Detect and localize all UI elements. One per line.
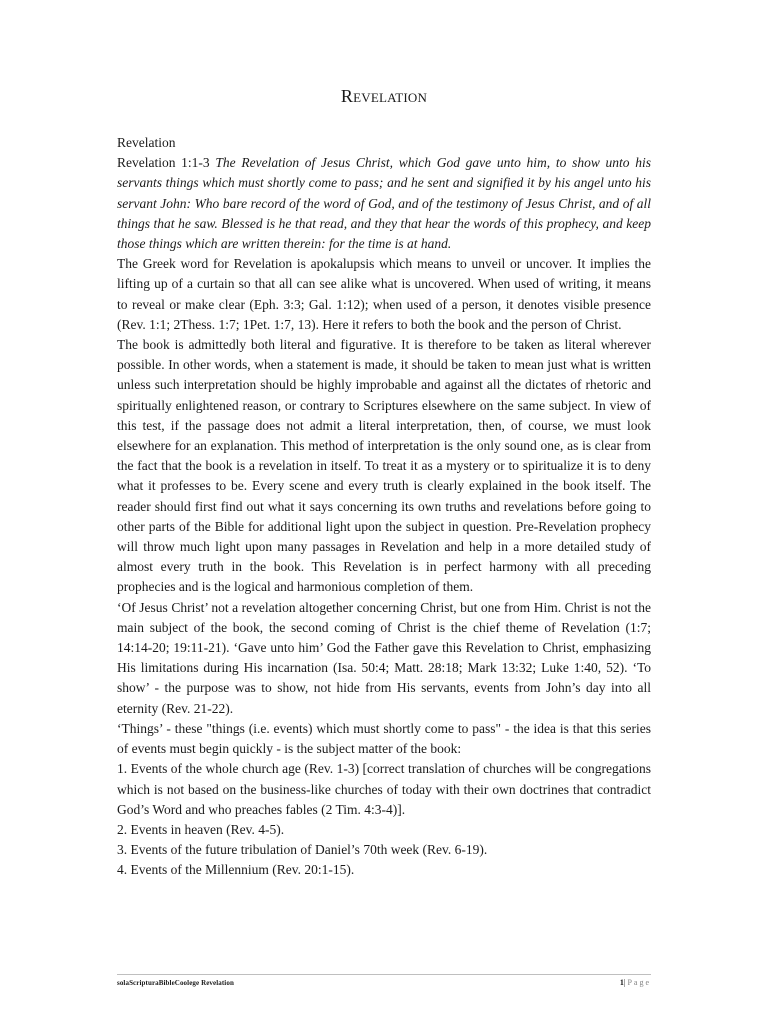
page-footer — [117, 974, 651, 987]
list-item-heaven: 2. Events in heaven (Rev. 4-5). — [117, 821, 285, 837]
list-item-tribulation: 3. Events of the future tribulation of Daniel’s 70th week (Rev. 6-19). — [117, 842, 488, 858]
list-item-millennium: 4. Events of the Millennium (Rev. 20:1-15). — [117, 862, 355, 878]
footer-page-number — [620, 978, 651, 987]
verse-reference: Revelation 1:1-3 — [117, 155, 210, 171]
document-body — [117, 133, 651, 881]
page-number: 1 — [619, 978, 624, 987]
list-item-church-age: 1. Events of the whole church age (Rev. 1-3) [correct translation of churches will be congregations which is not based on the business-like churches of today with their own doctrines that contradict God’s Word and who preaches fables (2 Tim. 4:3-4)]. — [117, 761, 651, 817]
paragraph-greek-word: The Greek word for Revelation is apokalupsis which means to unveil or uncover. It implies the lifting up of a curtain so that all can see alike what is uncovered. When used of writing, it means to reveal or make clear (Eph. 3:3; Gal. 1:12); when used of a person, it denotes visible presence (Rev. 1:1; 2Thess. 1:7; 1Pet. 1:7, 13). Here it refers to both the book and the person of Christ. — [117, 256, 651, 332]
page-separator: | — [623, 978, 626, 987]
paragraph-literal-figurative: The book is admittedly both literal and figurative. It is therefore to be taken as literal wherever possible. In other words, when a statement is made, it should be taken to mean just what is written unless such interpretation should be highly improbable and against all the dictates of rhetoric and spiritually enlightened reason, or contrary to Scriptures elsewhere on the same subject. In view of this test, if the passage does not admit a literal interpretation, then, of course, we must look elsewhere for an explanation. This method of interpretation is the only sound one, as is clear from the fact that the book is a revelation in itself. To treat it as a mystery or to spiritualize it is to deny what it professes to be. Every scene and every truth is clearly explained in the book itself. The reader should first find out what it says concerning its own truths and revelations before going to other parts of the Bible for additional light upon the subject in question. Pre-Revelation prophecy will throw much light upon many passages in Revelation and help in a more detailed study of almost every truth in the book. This Revelation is in perfect harmony with all preceding prophecies and is the logical and harmonious completion of them. — [117, 337, 651, 595]
page-label: Page — [627, 978, 651, 987]
page-title: Revelation — [340, 86, 428, 106]
footer-source: solaScripturaBibleCoolege Revelation — [117, 979, 234, 987]
verse-text: The Revelation of Jesus Christ, which God gave unto him, to show unto his servants things which must shortly come to pass; and he sent and signified it by his angel unto his servant John: Who bare record of the word of God, and of the testimony of Jesus Christ, and of all things that he saw. Blessed is he that read, and they that hear the words of this prophecy, and keep those things which are written therein: for the time is at hand. — [117, 155, 651, 252]
scripture-verse — [117, 153, 651, 254]
section-heading: Revelation — [117, 135, 176, 150]
paragraph-things: ‘Things’ - these "things (i.e. events) which must shortly come to pass" - the idea is that this series of events must begin quickly - is the subject matter of the book: — [117, 720, 651, 757]
paragraph-of-jesus-christ: ‘Of Jesus Christ’ not a revelation altogether concerning Christ, but one from Him. Christ is not the main subject of the book, the second coming of Christ is the chief theme of Revelation (1:7; 14:14-20; 19:11-21). ‘Gave unto him’ God the Father gave this Revelation to Christ, emphasizing His limitations during His incarnation (Isa. 50:4; Matt. 28:18; Mark 13:32; Luke 1:40, 52). ‘To show’ - the purpose was to show, not hide from His servants, events from John’s day into all eternity (Rev. 21-22). — [117, 599, 651, 716]
